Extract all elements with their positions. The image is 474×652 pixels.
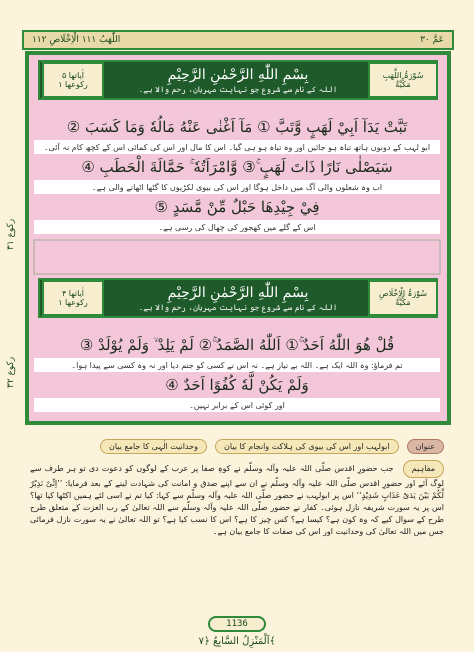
surah-1-name-panel (368, 62, 438, 98)
surah-2-type: مَكِّيَّةٌ (395, 298, 411, 307)
header-strip (22, 30, 454, 50)
surah-1-type: مَكِّيَّةٌ (395, 80, 411, 89)
page-number: 1136 (208, 616, 266, 632)
surah-1-name: سُوْرَۃُ اللَّهَبِ (382, 71, 424, 80)
side-mark-ruku-2: رکوع ۳۲ (6, 356, 16, 388)
surah-1-translation-3: اس کے گلے میں کھجور کی چھال کی رسی ہے۔ (34, 220, 440, 234)
surah-2-ruku-count: رکوعھا ۱ (58, 298, 88, 307)
surah-1-bismillah: بِسْمِ اللّٰهِ الرَّحْمٰنِ الرَّحِیْمِ (167, 66, 309, 83)
surah-1-ayah-count-panel (42, 62, 104, 98)
header-center-text: اللّٰهَبُ ۱۱۱ الْاِخْلَاصِ ۱۱۲ (32, 35, 121, 45)
surah-2-ayah-line-2: وَلَمْ يَكُنْ لَّهٗ كُفُوًا اَحَدٌ ④ (34, 374, 440, 396)
section-titles (30, 436, 444, 456)
surah-2-ayah-line-1: قُلْ هُوَ اللّٰهُ اَحَدٌ ۚ① اَللّٰهُ الصَّمَدُ ۚ② لَمْ يَلِدْ ۙ وَلَمْ يُوْلَدْ ③ (34, 334, 440, 356)
manzil-label: اَلْمَنْزِلُ السَّابِعُ ﴿٧﴾ (198, 635, 276, 647)
tafseer-paragraph: جب حضورِ اقدس صلّی اللہ علیہ وآلہ وسلّم نے کوہِ صفا پر عرب کے لوگوں کو دعوت دی تو ہر طرف سے لوگ آئے اور حضورِ اقدس صلّی اللہ علیہ وآلہ وسلّم نے ان سے اپنے صدق و امانت کی شہادت لینے کے بعد فرمایا: ’’اِنِّیْ نَذِیْرٌ لَّکُمْ بَیْنَ یَدَیْ عَذَابٍ شَدِیْدٍ‘‘ اس پر ابولہب نے حضور صلّی اللہ علیہ وآلہ وسلّم سے کہا: کیا تم نے اسی لئے ہمیں اکٹھا کیا تھا؟ اس پر یہ سورت شریفہ نازل ہوئی۔ کفار نے حضور صلّی اللہ علیہ وآلہ وسلّم سے اللہ تعالیٰ کے رب العزت کے متعلق طرح طرح کے سوال کیے کہ وہ کون ہے؟ کیسا ہے؟ کس چیز کا ہے؟ اس کا نسب کیا ہے؟ تو اللہ تعالیٰ نے یہ سورت نازل فرمائی جس میں اللہ تعالیٰ کی وحدانیت اور اس کی صفات کا جامع بیان ہے۔ (30, 464, 444, 536)
header-left-text: عَمَّ ۳۰ (420, 35, 444, 45)
surah-2-ayah-count-panel (42, 280, 104, 316)
side-mark-ruku-1: رکوع ۳۱ (6, 218, 16, 250)
surah-1-ayah-line-1: تَبَّتْ يَدَآ اَبِيْ لَهَبٍ وَّتَبَّ ① مَآ اَغْنٰى عَنْهُ مَالُهٗ وَمَا كَسَبَ ② (34, 116, 440, 138)
surah-2-bismillah: بِسْمِ اللّٰهِ الرَّحْمٰنِ الرَّحِیْمِ (167, 284, 309, 301)
section-label: عنوان (407, 439, 444, 454)
surah-1-ayah-line-2: سَيَصْلٰى نَارًا ذَاتَ لَهَبٍ ۚ③ وَّامْرَاَتُهٗ ۚ حَمَّالَةَ الْحَطَبِ ④ (34, 156, 440, 178)
surah-1-bismillah-sub: اللہ کے نام سے شروع جو نہایت مہربان، رحم والا ہے۔ (138, 84, 338, 94)
surah-1-translation-1: ابو لہب کے دونوں ہاتھ تباہ ہو جائیں اور وہ تباہ ہو ہی گیا۔ اس کا مال اور اس کی کمائی اس کے کچھ کام نہ آئی۔ (34, 140, 440, 154)
surah-2-ayahs-count: اٰیاتھا ۴ (61, 289, 85, 298)
tafseer-body (30, 460, 444, 616)
section-title-2: وحدانیت الٰہی کا جامع بیان (100, 439, 207, 454)
surah-1-ayah-line-3: فِيْ جِيْدِهَا حَبْلٌ مِّنْ مَّسَدٍ ⑤ (34, 196, 440, 218)
surah-2-name: سُوْرَۃُ الْاِخْلَاصِ (378, 289, 428, 298)
surah-1-ruku-count: رکوعھا ۱ (58, 80, 88, 89)
surah-2-translation-2: اور کوئی اس کے برابر نہیں۔ (34, 398, 440, 412)
surah-1-ayahs-count: اٰیاتھا ۵ (61, 71, 85, 80)
section-title-1: ابولہب اور اس کی بیوی کی ہلاکت وانجام کا بیان (215, 439, 399, 454)
surah-1-translation-2: اب وہ شعلوں والی آگ میں داخل ہوگا اور اس کی بیوی لکڑیوں کا گٹھا اٹھانے والی ہے۔ (34, 180, 440, 194)
surah-2-translation-1: تم فرماؤ: وہ اللہ ایک ہے۔ اللہ بے نیاز ہے۔ نہ اس نے کسی کو جنم دیا اور نہ وہ کسی سے پیدا ہوا۔ (34, 358, 440, 372)
tafseer-highlight: مفاہیم (403, 460, 444, 478)
surah-2-bismillah-sub: اللہ کے نام سے شروع جو نہایت مہربان، رحم والا ہے۔ (138, 302, 338, 312)
surah-2-name-panel (368, 280, 438, 316)
